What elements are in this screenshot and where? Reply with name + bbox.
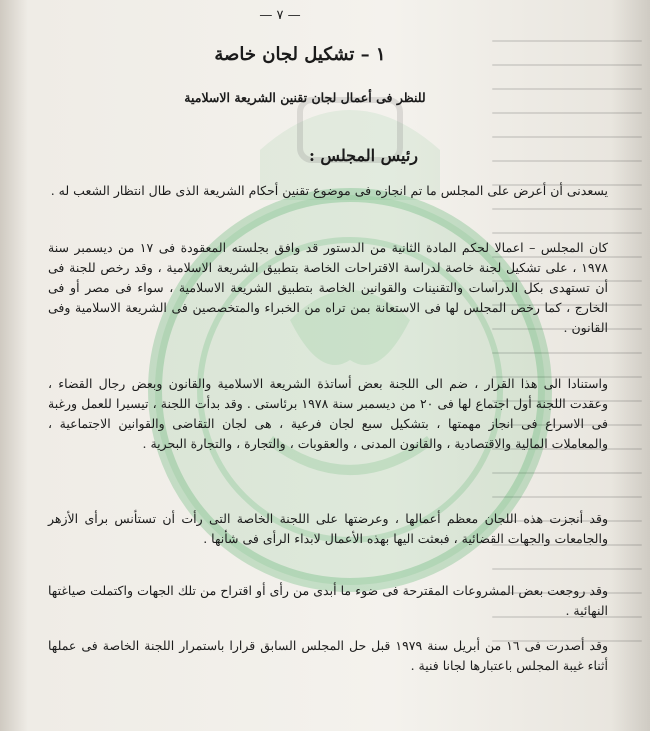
speaker-label: رئيس المجلس :: [308, 146, 418, 165]
paragraph-work-completed: وقد أنجزت هذه اللجان معظم أعمالها ، وعرضتها على اللجنة الخاصة التى رأت أن تستأنس برأى الأزهر والجامعات والجهات القضائية ، فبعثت اليها بهذه الأعمال لابداء الرأى فى شأنها .: [48, 511, 608, 546]
paragraph-review: وقد روجعت بعض المشروعات المقترحة فى ضوء ما أبدى من رأى أو اقتراح من تلك الجهات واكتملت صياغتها النهائية .: [48, 583, 608, 618]
paragraph-continuation: وقد أصدرت فى ١٦ من أبريل سنة ١٩٧٩ قبل حل المجلس السابق قرارا باستمرار اللجنة الخاصة فى عملها أثناء غيبة المجلس باعتبارها لجانا فنية .: [48, 638, 608, 673]
section-title: ١ – تشكيل لجان خاصة: [214, 44, 386, 65]
page-number: — ٧ —: [259, 8, 301, 23]
section-subtitle: للنظر فى أعمال لجان تقنين الشريعة الاسلامية: [184, 90, 426, 105]
paragraph-intro: يسعدنى أن أعرض على المجلس ما تم انجازه فى موضوع تقنين أحكام الشريعة الذى طال انتظار الشعب له .: [50, 183, 608, 198]
paragraph-committee-approval: كان المجلس – اعمالا لحكم المادة الثانية من الدستور قد وافق بجلسته المعقودة فى ١٧ من ديسمبر سنة ١٩٧٨ ، على تشكيل لجنة خاصة لدراسة الاقتراحات الخاصة بتطبيق الشريعة الاسلامية ، وقد رخص للجنة فى أن تستهدى بكل الدراسات والتقنينات والقوانين الخاصة بتطبيق الشريعة الاسلامية ، سواء فى مصر أو فى الخارج ، كما رخص المجلس لها فى الاستعانة بمن تراه من الخبراء والمتخصصين فى الشريعة الاسلامية وفى القانون .: [48, 240, 608, 335]
paragraph-subcommittees: واستنادا الى هذا القرار ، ضم الى اللجنة بعض أساتذة الشريعة الاسلامية والقانون وبعض رجال القضاء ، وعقدت اللجنة أول اجتماع لها فى ٢٠ من ديسمبر سنة ١٩٧٨ برئاستى . وقد بدأت اللجنة ، تيسيرا للعمل ورغبة فى الاسراع فى انجاز مهمتها ، بتشكيل سبع لجان فرعية ، هى لجان التقاضى والقوانين الاجتماعية ، والمعاملات المالية والاقتصادية ، والقانون المدنى ، والعقوبات ، والتجارة ، والتجارة البحرية .: [48, 376, 608, 451]
